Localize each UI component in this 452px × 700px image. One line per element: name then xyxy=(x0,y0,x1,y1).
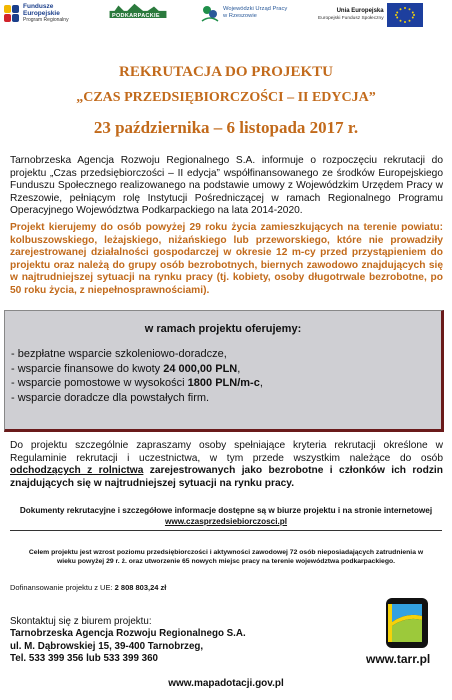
ue-sub: Europejski Fundusz Społeczny xyxy=(318,16,384,21)
offer-item: - wsparcie doradcze dla powstałych firm. xyxy=(11,391,210,404)
podkarpackie-logo xyxy=(106,2,170,18)
offer-box xyxy=(4,310,444,432)
fe-sub: Program Regionalny xyxy=(23,17,69,23)
funding-info: Dofinansowanie projektu z UE: 2 808 803,24 zł xyxy=(10,583,167,592)
heading-recruitment: REKRUTACJA DO PROJEKTU xyxy=(119,64,333,80)
invite-paragraph: Do projektu szczególnie zapraszamy osoby spełniające kryteria rekrutacji określone w Regulaminie rekrutacji i uczestnictwa, w tym przede wszystkim należące do osób odchodzących z rolnictwa zarejestrowanych jako bezrobotne i członków ich rodzin znajdujących się w najtrudniejszej sytuacji na rynku pracy. xyxy=(10,440,443,489)
offer-item: - bezpłatne wsparcie szkoleniowo-doradcze, xyxy=(11,348,227,360)
tarr-website-link[interactable]: www.tarr.pl xyxy=(366,652,431,666)
contact-block xyxy=(10,616,246,666)
footer-link[interactable]: www.mapadotacji.gov.pl xyxy=(168,678,284,689)
wup-line2: w Rzeszowie xyxy=(223,13,257,19)
fe-line1: Fundusze xyxy=(23,3,54,10)
offer-title: w ramach projektu oferujemy: xyxy=(144,323,302,335)
heading-project-name: „CZAS PRZEDSIĘBIORCZOŚCI – II EDYCJA” xyxy=(76,90,376,105)
fe-mark-icon xyxy=(4,5,20,23)
intro-paragraph: Tarnobrzeska Agencja Rozwoju Regionalnego S.A. informuje o rozpoczęciu rekrutacji do projektu „Czas przedsiębiorczości – II edycja” współfinansowanego ze środków Europejskiego Funduszu Społecznego realizowanego na podstawie umowy z Wojewódzkim Urzędem Pracy w Rzeszowie, pełniącym rolę Instytucji Pośredniczącej w ramach Regionalnego Programu Operacyjnego Województwa Podkarpackiego na lata 2014-2020. xyxy=(10,155,443,217)
wup-mark-icon xyxy=(200,3,220,23)
divider xyxy=(10,530,442,531)
eu-flag-icon xyxy=(387,3,423,27)
contact-phone: Tel. 533 399 356 lub 533 399 360 xyxy=(10,653,158,665)
project-goal: Celem projektu jest wzrost poziomu przedsiębiorczości i aktywności zawodowej 72 osób nieposiadających zatrudnienia w wieku powyżej 29 r. ż. oraz utworzenie 65 nowych miejsc pracy na terenie województwa podkarpackiego. xyxy=(28,549,424,565)
funding-amount: 2 808 803,24 zł xyxy=(114,583,167,592)
offer-amount: 24 000,00 PLN xyxy=(163,362,238,375)
tarr-logo-icon xyxy=(368,596,440,652)
fundusze-europejskie-logo xyxy=(4,3,69,24)
wup-logo xyxy=(200,3,287,23)
contact-org: Tarnobrzeska Agencja Rozwoju Regionalnego S.A. xyxy=(10,628,246,640)
ue-line1: Unia Europejska xyxy=(336,8,384,14)
heading-dates: 23 października – 6 listopada 2017 r. xyxy=(93,118,359,137)
offer-item: - wsparcie finansowe do kwoty 24 000,00 PLN, xyxy=(11,362,241,375)
target-paragraph: Projekt kierujemy do osób powyżej 29 roku życia zamieszkujących na terenie powiatu: kolbuszowskiego, leżajskiego, niżańskiego lub przeworskiego, które nie prowadziły zarejestrowanej działalności gospodarczej w okresie 12 m-cy przed przystąpieniem do projektu oraz należą do grupy osób bezrobotnych, biernych zawodowo znajdujących się w najtrudniejszej sytuacji na rynku pracy (tj. kobiety, osoby długotrwale bezrobotne, po 50 roku życia, z niepełnosprawnościami). xyxy=(10,222,443,296)
fe-line2: Europejskie xyxy=(23,10,60,17)
offer-item: - wsparcie pomostowe w wysokości 1800 PLN/m-c, xyxy=(11,377,263,389)
contact-address: ul. M. Dąbrowskiej 15, 39-400 Tarnobrzeg, xyxy=(10,640,204,652)
eu-logo xyxy=(318,3,423,27)
invite-highlight: odchodzących z rolnictwa xyxy=(10,465,144,477)
documents-text: Dokumenty rekrutacyjne i szczegółowe informacje dostępne są w biurze projektu i na stronie internetowej xyxy=(19,506,433,515)
contact-intro: Skontaktuj się z biurem projektu: xyxy=(10,616,152,627)
logo-strip xyxy=(0,0,452,28)
podkarpackie-text: PODKARPACKIE xyxy=(112,13,160,19)
wup-line1: Wojewódzki Urząd Pracy xyxy=(223,6,288,12)
offer-list xyxy=(11,347,263,405)
offer-monthly: 1800 PLN/m-c xyxy=(187,377,260,389)
documents-info xyxy=(4,505,448,527)
project-website-link[interactable]: www.czasprzedsiebiorczosci.pl xyxy=(164,517,288,526)
